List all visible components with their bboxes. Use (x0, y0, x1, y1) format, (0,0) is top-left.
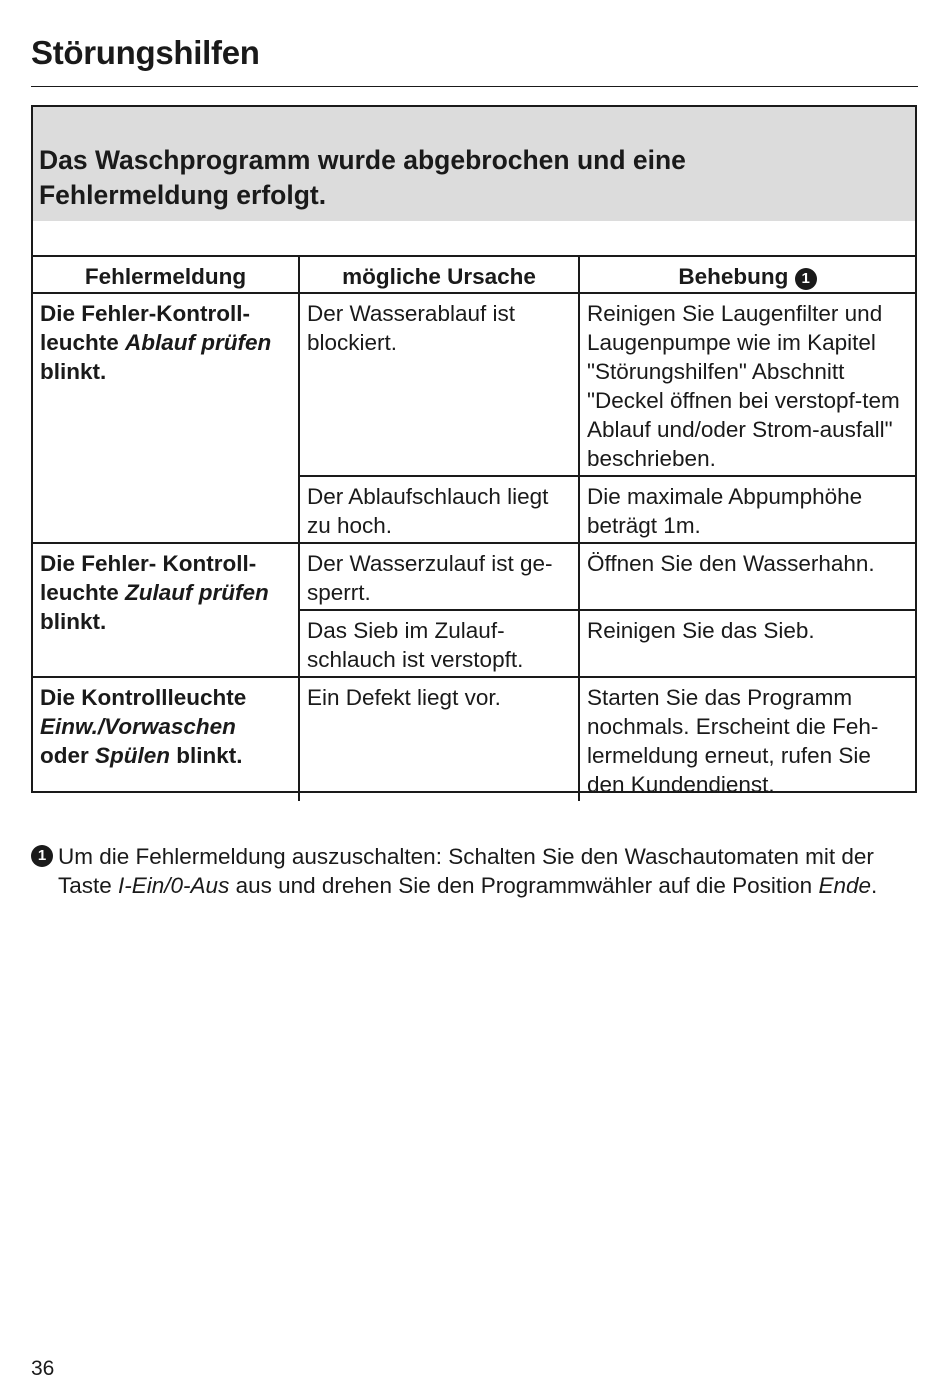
table-row (33, 677, 915, 801)
footnote-key-name: I-Ein/0-Aus (118, 873, 230, 898)
error-text: blinkt. (170, 743, 243, 768)
error-table (33, 257, 915, 801)
footnote-text-part: Um die Fehlermeldung auszuschalten: Schalten Sie den Waschautomaten mit der Taste (58, 844, 874, 898)
error-text: oder (40, 743, 96, 768)
error-text: blinkt. (40, 359, 107, 384)
table-row (33, 543, 915, 610)
table-header-row (33, 257, 915, 293)
error-indicator-name: Spülen (95, 743, 171, 768)
error-cell (33, 543, 299, 677)
footnote-text (31, 842, 916, 900)
section-heading-line-2: Fehlermeldung erfolgt. (39, 180, 327, 210)
error-indicator-name: Einw./Vorwaschen (40, 714, 236, 739)
title-divider (31, 86, 918, 87)
fix-cell: Starten Sie das Programm nochmals. Erscheint die Feh-lermeldung erneut, rufen Sie den Kundendienst. (579, 677, 915, 801)
cause-cell: Ein Defekt liegt vor. (299, 677, 579, 801)
column-header-error: Fehlermeldung (33, 257, 299, 293)
error-text: leuchte (40, 330, 126, 355)
cause-cell: Der Ablaufschlauch liegt zu hoch. (299, 476, 579, 543)
column-header-cause: mögliche Ursache (299, 257, 579, 293)
page-title: Störungshilfen (31, 34, 260, 71)
footnote-text-part: aus und drehen Sie den Programmwähler auf die Position (229, 873, 819, 898)
page-number: 36 (31, 1357, 55, 1380)
column-header-fix-label: Behebung (678, 264, 789, 289)
error-indicator-name: Ablauf prüfen (125, 330, 272, 355)
error-indicator-name: Zulauf prüfen (125, 580, 269, 605)
section-heading (33, 107, 915, 221)
error-cell (33, 677, 299, 801)
error-text: leuchte (40, 580, 126, 605)
error-text: blinkt. (40, 609, 107, 634)
error-cell (33, 293, 299, 543)
table-row (33, 293, 915, 476)
error-text: Die Fehler-Kontroll- (40, 301, 251, 326)
spacer-row (33, 221, 915, 257)
fix-cell: Öffnen Sie den Wasserhahn. (579, 543, 915, 610)
cause-cell: Das Sieb im Zulauf-schlauch ist verstopft. (299, 610, 579, 677)
footnote-marker-icon: 1 (31, 845, 53, 867)
fix-cell: Reinigen Sie das Sieb. (579, 610, 915, 677)
footnote-marker-icon: 1 (795, 268, 817, 290)
error-text: Die Kontrollleuchte (40, 685, 247, 710)
footnote-text-part: . (871, 873, 878, 898)
column-header-fix (579, 257, 915, 293)
section-heading-line-1: Das Waschprogramm wurde abgebrochen und eine (39, 145, 686, 175)
fix-cell: Die maximale Abpumphöhe beträgt 1m. (579, 476, 915, 543)
footnote-position-name: Ende (818, 873, 871, 898)
cause-cell: Der Wasserzulauf ist ge-sperrt. (299, 543, 579, 610)
cause-cell: Der Wasserablauf ist blockiert. (299, 293, 579, 476)
fix-cell: Reinigen Sie Laugenfilter und Laugenpumpe wie im Kapitel "Störungshilfen" Abschnitt "Deckel öffnen bei verstopf-tem Ablauf und/oder Strom-ausfall" beschrieben. (579, 293, 915, 476)
footnote (31, 842, 916, 900)
troubleshooting-box (31, 105, 917, 797)
error-text: Die Fehler- Kontroll- (40, 551, 257, 576)
